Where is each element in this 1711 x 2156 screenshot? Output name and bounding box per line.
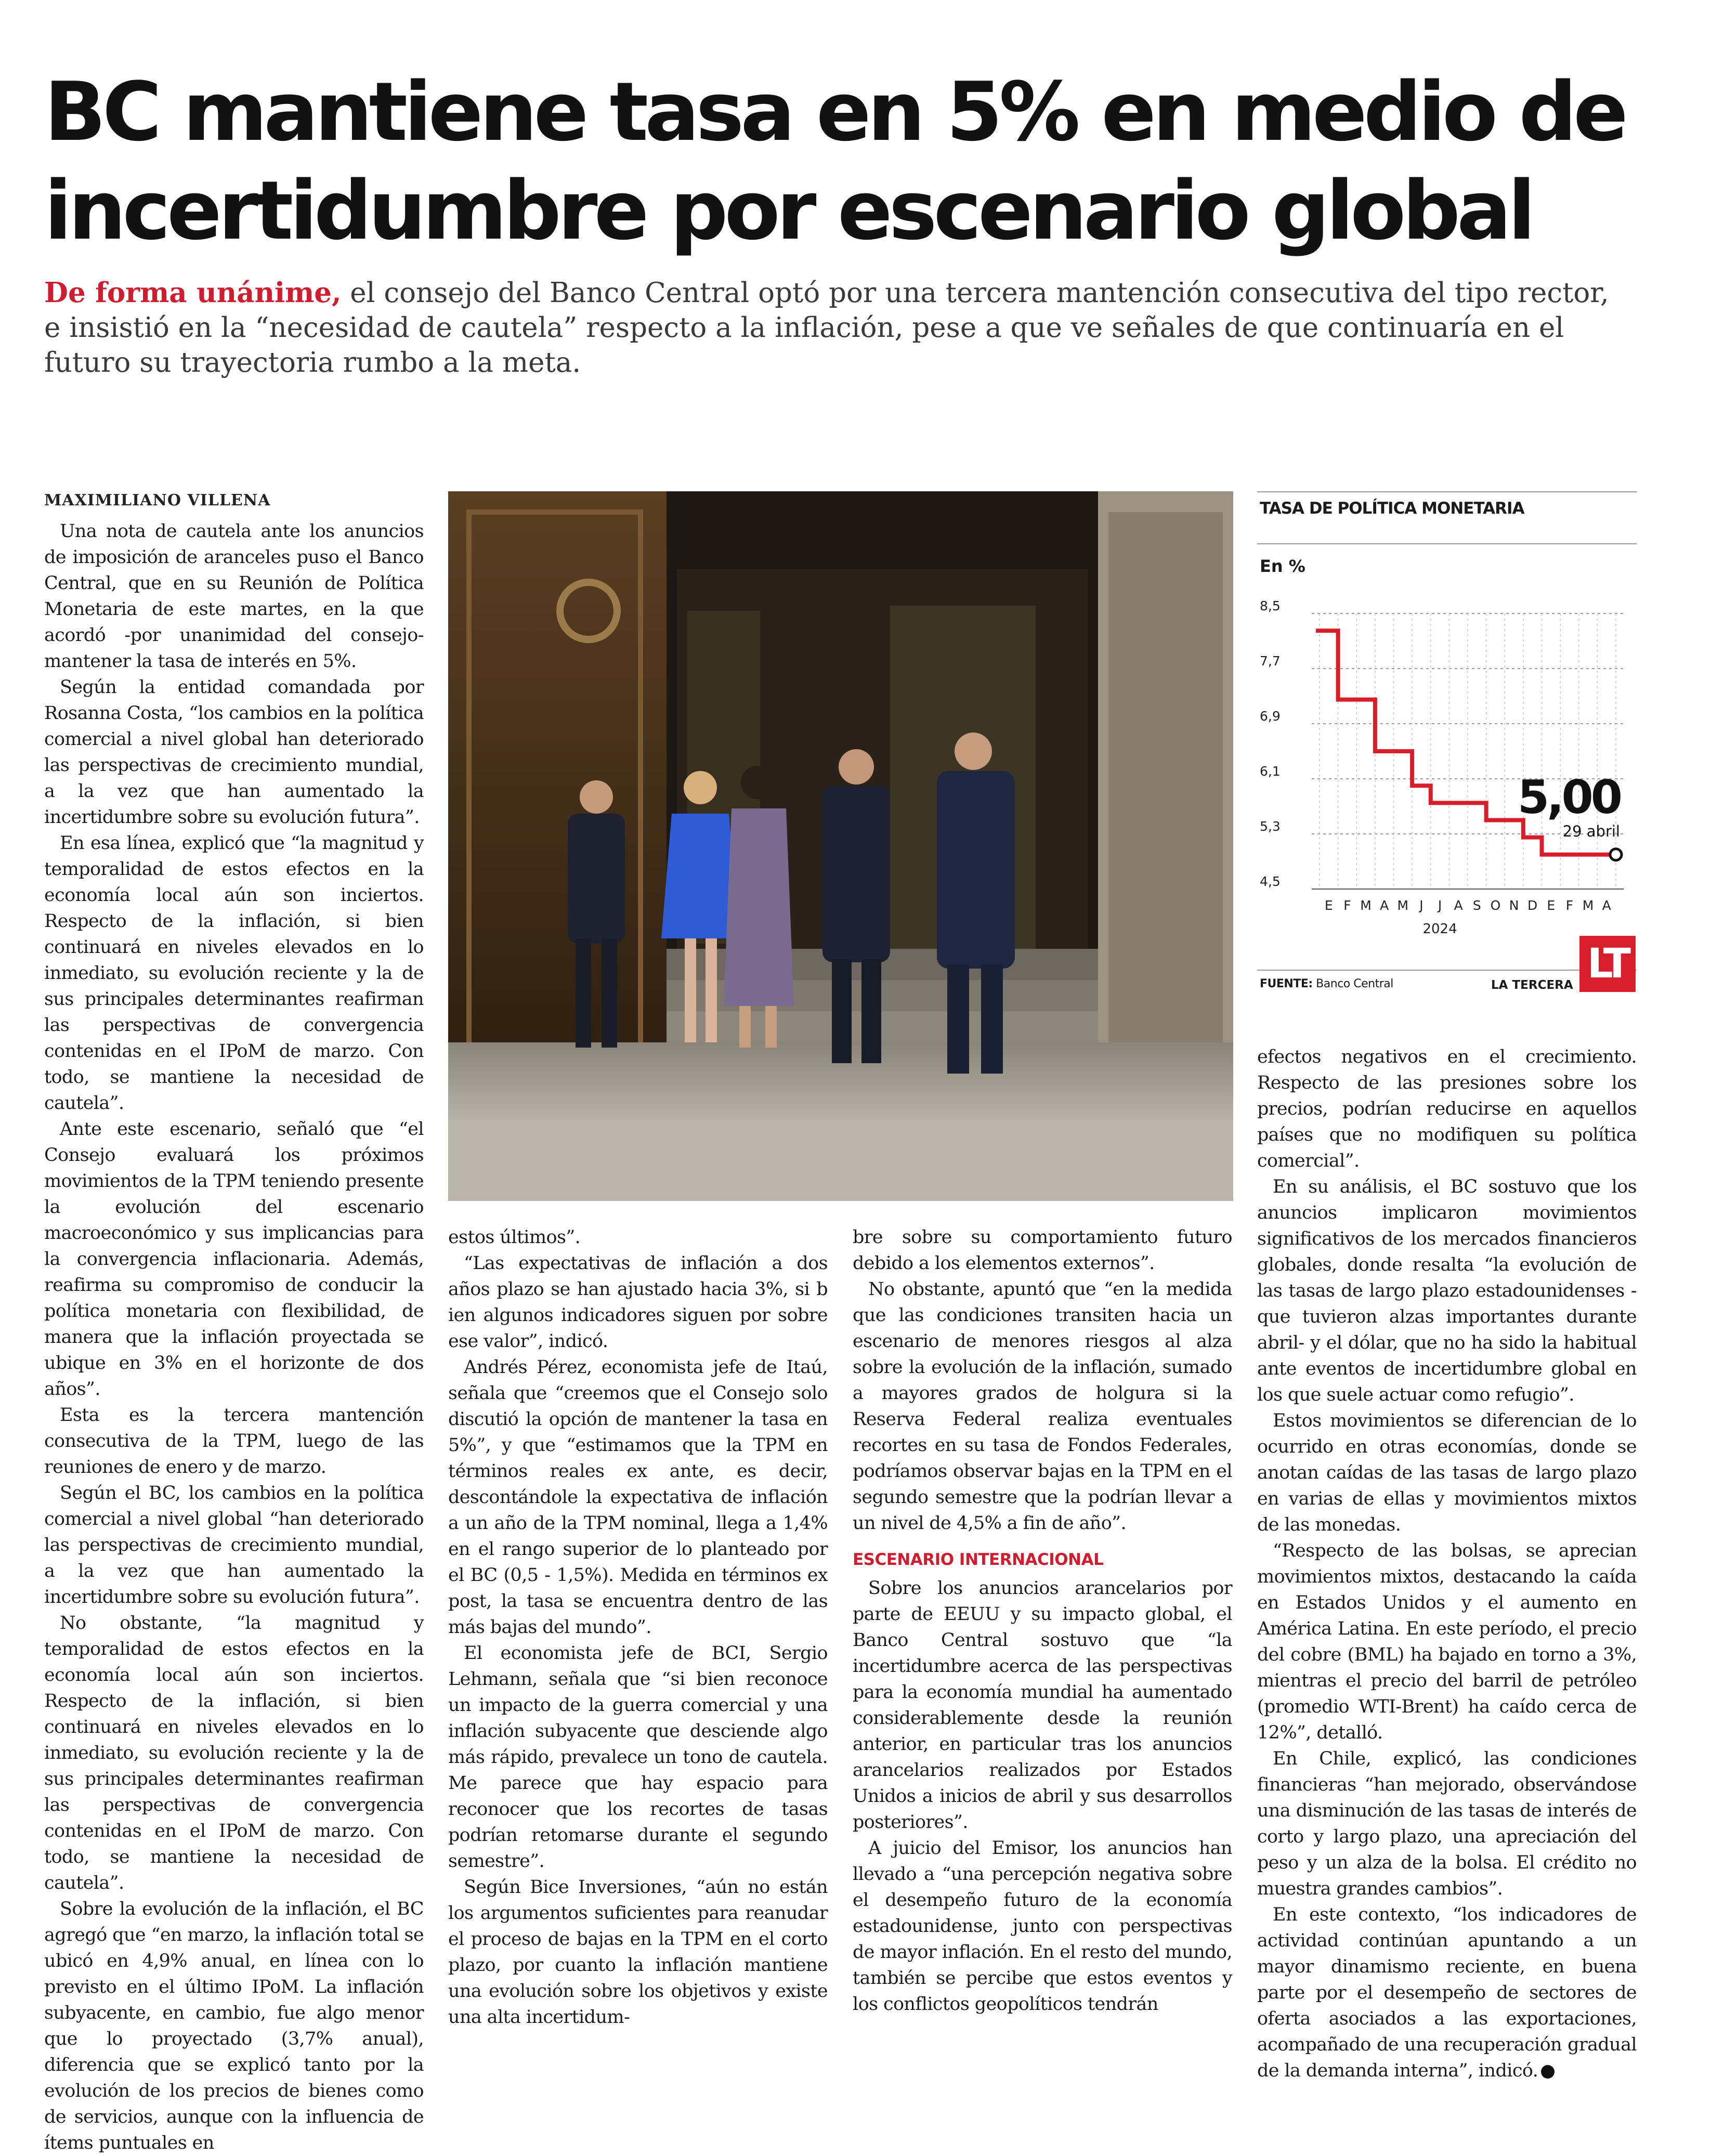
x-tick-label: M: [1397, 898, 1409, 913]
x-tick-label: J: [1438, 898, 1442, 913]
article-column-4: [1257, 1044, 1637, 2081]
paragraph: En su análisis, el BC sostuvo que los anuncios implicaron movimientos significativos de los mercados financieros globales, donde resalta “la evolución de las tasas de largo plazo estadounidenses -que tuvieron alzas importantes durante abril- y el dólar, que no ha sido la habitual ante eventos de incertidumbre global en los que suele actuar como refugio”.: [1257, 1177, 1637, 1405]
brand-name: LA TERCERA: [1491, 978, 1573, 992]
article-column-1: [44, 518, 424, 2153]
paragraph: Sobre la evolución de la inflación, el BC agregó que “en marzo, la inflación total se ubicó en 4,9% anual, en línea con lo previsto en el último IPoM. La inflación subyacente, en cambio, fue algo menor que lo proyectado (3,7% anual), diferencia que se explicó tanto por la evolución de los precios de bienes como de servicios, aunque con la influencia de ítems puntuales en: [44, 1899, 424, 2153]
x-tick-label: D: [1527, 898, 1538, 913]
callout-value: 5,00: [1517, 770, 1620, 824]
x-tick-label: F: [1343, 898, 1351, 913]
y-tick-label: 7,7: [1260, 654, 1281, 669]
paragraph: “Respecto de las bolsas, se aprecian movimientos mixtos, destacando la caída en Estados Unidos y el aumento en América Latina. En este período, el precio del cobre (BML) ha bajado en torno a 3%, mientras el precio del barril de petróleo (promedio WTI-Brent) ha caído cerca de 12%”, detalló.: [1257, 1540, 1637, 1743]
y-tick-label: 4,5: [1260, 874, 1281, 889]
byline: MAXIMILIANO VILLENA: [44, 491, 271, 509]
x-tick-label: A: [1454, 898, 1463, 913]
paragraph: “Las expectativas de inflación a dos años plazo se han ajustado hacia 3%, si b ien algunos indicadores siguen por sobre ese valor”, indicó.: [448, 1253, 828, 1352]
paragraph: El economista jefe de BCI, Sergio Lehmann, señala que “si bien reconoce un impacto de la guerra comercial y una inflación subyacente que desciende algo más rápido, prevalece un tono de cautela. Me parece que hay espacio para reconocer que los recortes de tasas podrían retomarse durante el segundo semestre”.: [448, 1643, 828, 1872]
chart-title: TASA DE POLÍTICA MONETARIA: [1260, 499, 1524, 518]
closing-text: En este contexto, “los indicadores de actividad continúan apuntando a un mayor dinamismo reciente, en buena parte por el desempeño de sectores de oferta asociados a las exportaciones, acompañado de una recuperación gradual de la demanda interna”, indicó.: [1257, 1904, 1637, 2081]
source-name: Banco Central: [1316, 977, 1393, 990]
paragraph: No obstante, “la magnitud y temporalidad de estos efectos en la economía local aún son inciertos. Respecto de la inflación, si bien continuará en niveles elevados en lo inmediato, su evolución reciente y la de sus principales determinantes reafirman las perspectivas de convergencia contenidas en el IPoM de marzo. Con todo, se mantiene la necesidad de cautela”.: [44, 1613, 424, 1893]
x-tick-label: J: [1419, 898, 1423, 913]
paragraph: bre sobre su comportamiento futuro debido a los elementos externos”.: [853, 1227, 1232, 1274]
lead-text: el consejo del Banco Central optó por una tercera mantención consecutiva del tipo rector, e insistió en la “necesidad de cautela” respecto a la inflación, pese a que ve señales de que continuaría en el futuro su trayectoria rumbo a la meta.: [44, 277, 1609, 378]
article-column-2: [448, 1224, 828, 2028]
x-tick-label: A: [1602, 898, 1611, 913]
article-end-icon: [1541, 2065, 1555, 2079]
x-tick-label: E: [1547, 898, 1556, 913]
chart-panel: [1257, 491, 1637, 996]
section-subhead: ESCENARIO INTERNACIONAL: [853, 1550, 1104, 1569]
paragraph: En Chile, explicó, las condiciones financieras “han mejorado, observándose una disminución de las tasas de interés de corto y largo plazo, una apreciación del peso y un alza de la bolsa. El crédito no muestra grandes cambios”.: [1257, 1748, 1637, 1899]
y-tick-label: 6,9: [1260, 709, 1281, 724]
paragraph: Estos movimientos se diferencian de lo ocurrido en otras economías, donde se anotan caídas de las tasas de largo plazo en varias de ellas y movimientos mixtos de las monedas.: [1257, 1410, 1637, 1535]
y-tick-label: 8,5: [1260, 598, 1281, 613]
x-tick-label: O: [1490, 898, 1501, 913]
y-tick-label: 6,1: [1260, 764, 1281, 779]
paragraph: estos últimos”.: [448, 1227, 581, 1248]
lead-kicker: De forma unánime,: [44, 277, 342, 309]
x-tick-label: M: [1582, 898, 1594, 913]
paragraph: Una nota de cautela ante los anuncios de imposición de aranceles puso el Banco Central, que en su Reunión de Política Monetaria de este martes, en la que acordó -por unanimidad del consejo- mantener la tasa de interés en 5%.: [44, 521, 424, 672]
y-tick-label: 5,3: [1260, 819, 1281, 834]
x-tick-label: M: [1360, 898, 1372, 913]
lead-paragraph: [44, 276, 1625, 380]
article-column-3: [853, 1224, 1232, 2015]
paragraph: A juicio del Emisor, los anuncios han llevado a “una percepción negativa sobre el desempeño futuro de la economía estadounidense, junto con perspectivas de mayor inflación. En el resto del mundo, también se percibe que estos eventos y los conflictos geopolíticos tendrán: [853, 1838, 1232, 2015]
x-tick-label: S: [1472, 898, 1481, 913]
rate-step-chart: [1257, 491, 1637, 996]
x-group-label: 2024: [1422, 921, 1457, 937]
headline: BC mantiene tasa en 5% en medio de incertidumbre por escenario global: [44, 64, 1625, 258]
chart-y-label: En %: [1260, 556, 1305, 576]
paragraph: Según Bice Inversiones, “aún no están los argumentos suficientes para reanudar el proceso de bajas en la TPM en el corto plazo, por cuanto la inflación mantiene una evolución sobre los objetivos y existe una alta incertidum-: [448, 1877, 828, 2028]
x-tick-label: E: [1324, 898, 1333, 913]
x-tick-label: N: [1509, 898, 1519, 913]
x-tick-label: A: [1380, 898, 1389, 913]
paragraph: En esa línea, explicó que “la magnitud y temporalidad de estos efectos en la economía local aún son inciertos. Respecto de la inflación, si bien continuará en niveles elevados en lo inmediato, su evolución reciente y la de sus principales determinantes reafirman las perspectivas de convergencia contenidas en el IPoM de marzo. Con todo, se mantiene la necesidad de cautela”.: [44, 833, 424, 1114]
paragraph: Andrés Pérez, economista jefe de Itaú, señala que “creemos que el Consejo solo discutió la opción de mantener la tasa en 5%”, y que “estimamos que la TPM en términos reales ex ante, es decir, descontándole la expectativa de inflación a un año de la TPM nominal, llega a 1,4% en el rango superior de lo planteado por el BC (0,5 - 1,5%). Medida en términos ex post, la tasa se encuentra dentro de las más bajas del mundo”.: [448, 1357, 828, 1638]
callout-date: 29 abril: [1562, 822, 1620, 840]
paragraph: [1257, 1902, 1637, 2084]
paragraph: Según el BC, los cambios en la política comercial a nivel global “han deteriorado las perspectivas de crecimiento mundial, a la vez que han aumentado la incertidumbre sobre su evolución futura”.: [44, 1483, 424, 1608]
paragraph: Según la entidad comandada por Rosanna Costa, “los cambios en la política comercial a nivel global han deteriorado las perspectivas de crecimiento mundial, a la vez que han aumentado la incertidumbre sobre su evolución futura”.: [44, 677, 424, 828]
council-photo: [448, 491, 1233, 1201]
paragraph: No obstante, apuntó que “en la medida que las condiciones transiten hacia un escenario de menores riesgos al alza sobre la evolución de la inflación, sumado a mayores grados de holgura si la Reserva Federal realiza eventuales recortes en su tasa de Fondos Federales, podríamos observar bajas en la TPM en el segundo semestre que la podrían llevar a un nivel de 4,5% a fin de año”.: [853, 1279, 1232, 1534]
last-value-marker: [1610, 849, 1622, 860]
paragraph: efectos negativos en el crecimiento. Respecto de las presiones sobre los precios, podrían reducirse en aquellos países que no modifiquen su política comercial”.: [1257, 1047, 1637, 1171]
paragraph: Ante este escenario, señaló que “el Consejo evaluará los próximos movimientos de la TPM teniendo presente la evolución del escenario macroeconómico y sus implicancias para la convergencia inflacionaria. Además, reafirma su compromiso de conducir la política monetaria con flexibilidad, de manera que la inflación proyectada se ubique en 3% en el horizonte de dos años”.: [44, 1119, 424, 1400]
paragraph: Sobre los anuncios arancelarios por parte de EEUU y su impacto global, el Banco Central sostuvo que “la incertidumbre acerca de las perspectivas para la economía mundial ha aumentado considerablemente desde la reunión anterior, en particular tras los anuncios arancelarios realizados por Estados Unidos a inicios de abril y sus desarrollos posteriores”.: [853, 1578, 1232, 1833]
source-label: FUENTE:: [1260, 977, 1313, 990]
chart-source: [1260, 977, 1393, 990]
x-tick-label: F: [1565, 898, 1574, 913]
paragraph: Esta es la tercera mantención consecutiva de la TPM, luego de las reuniones de enero y de marzo.: [44, 1405, 424, 1478]
brand-logo: LT: [1579, 936, 1636, 992]
